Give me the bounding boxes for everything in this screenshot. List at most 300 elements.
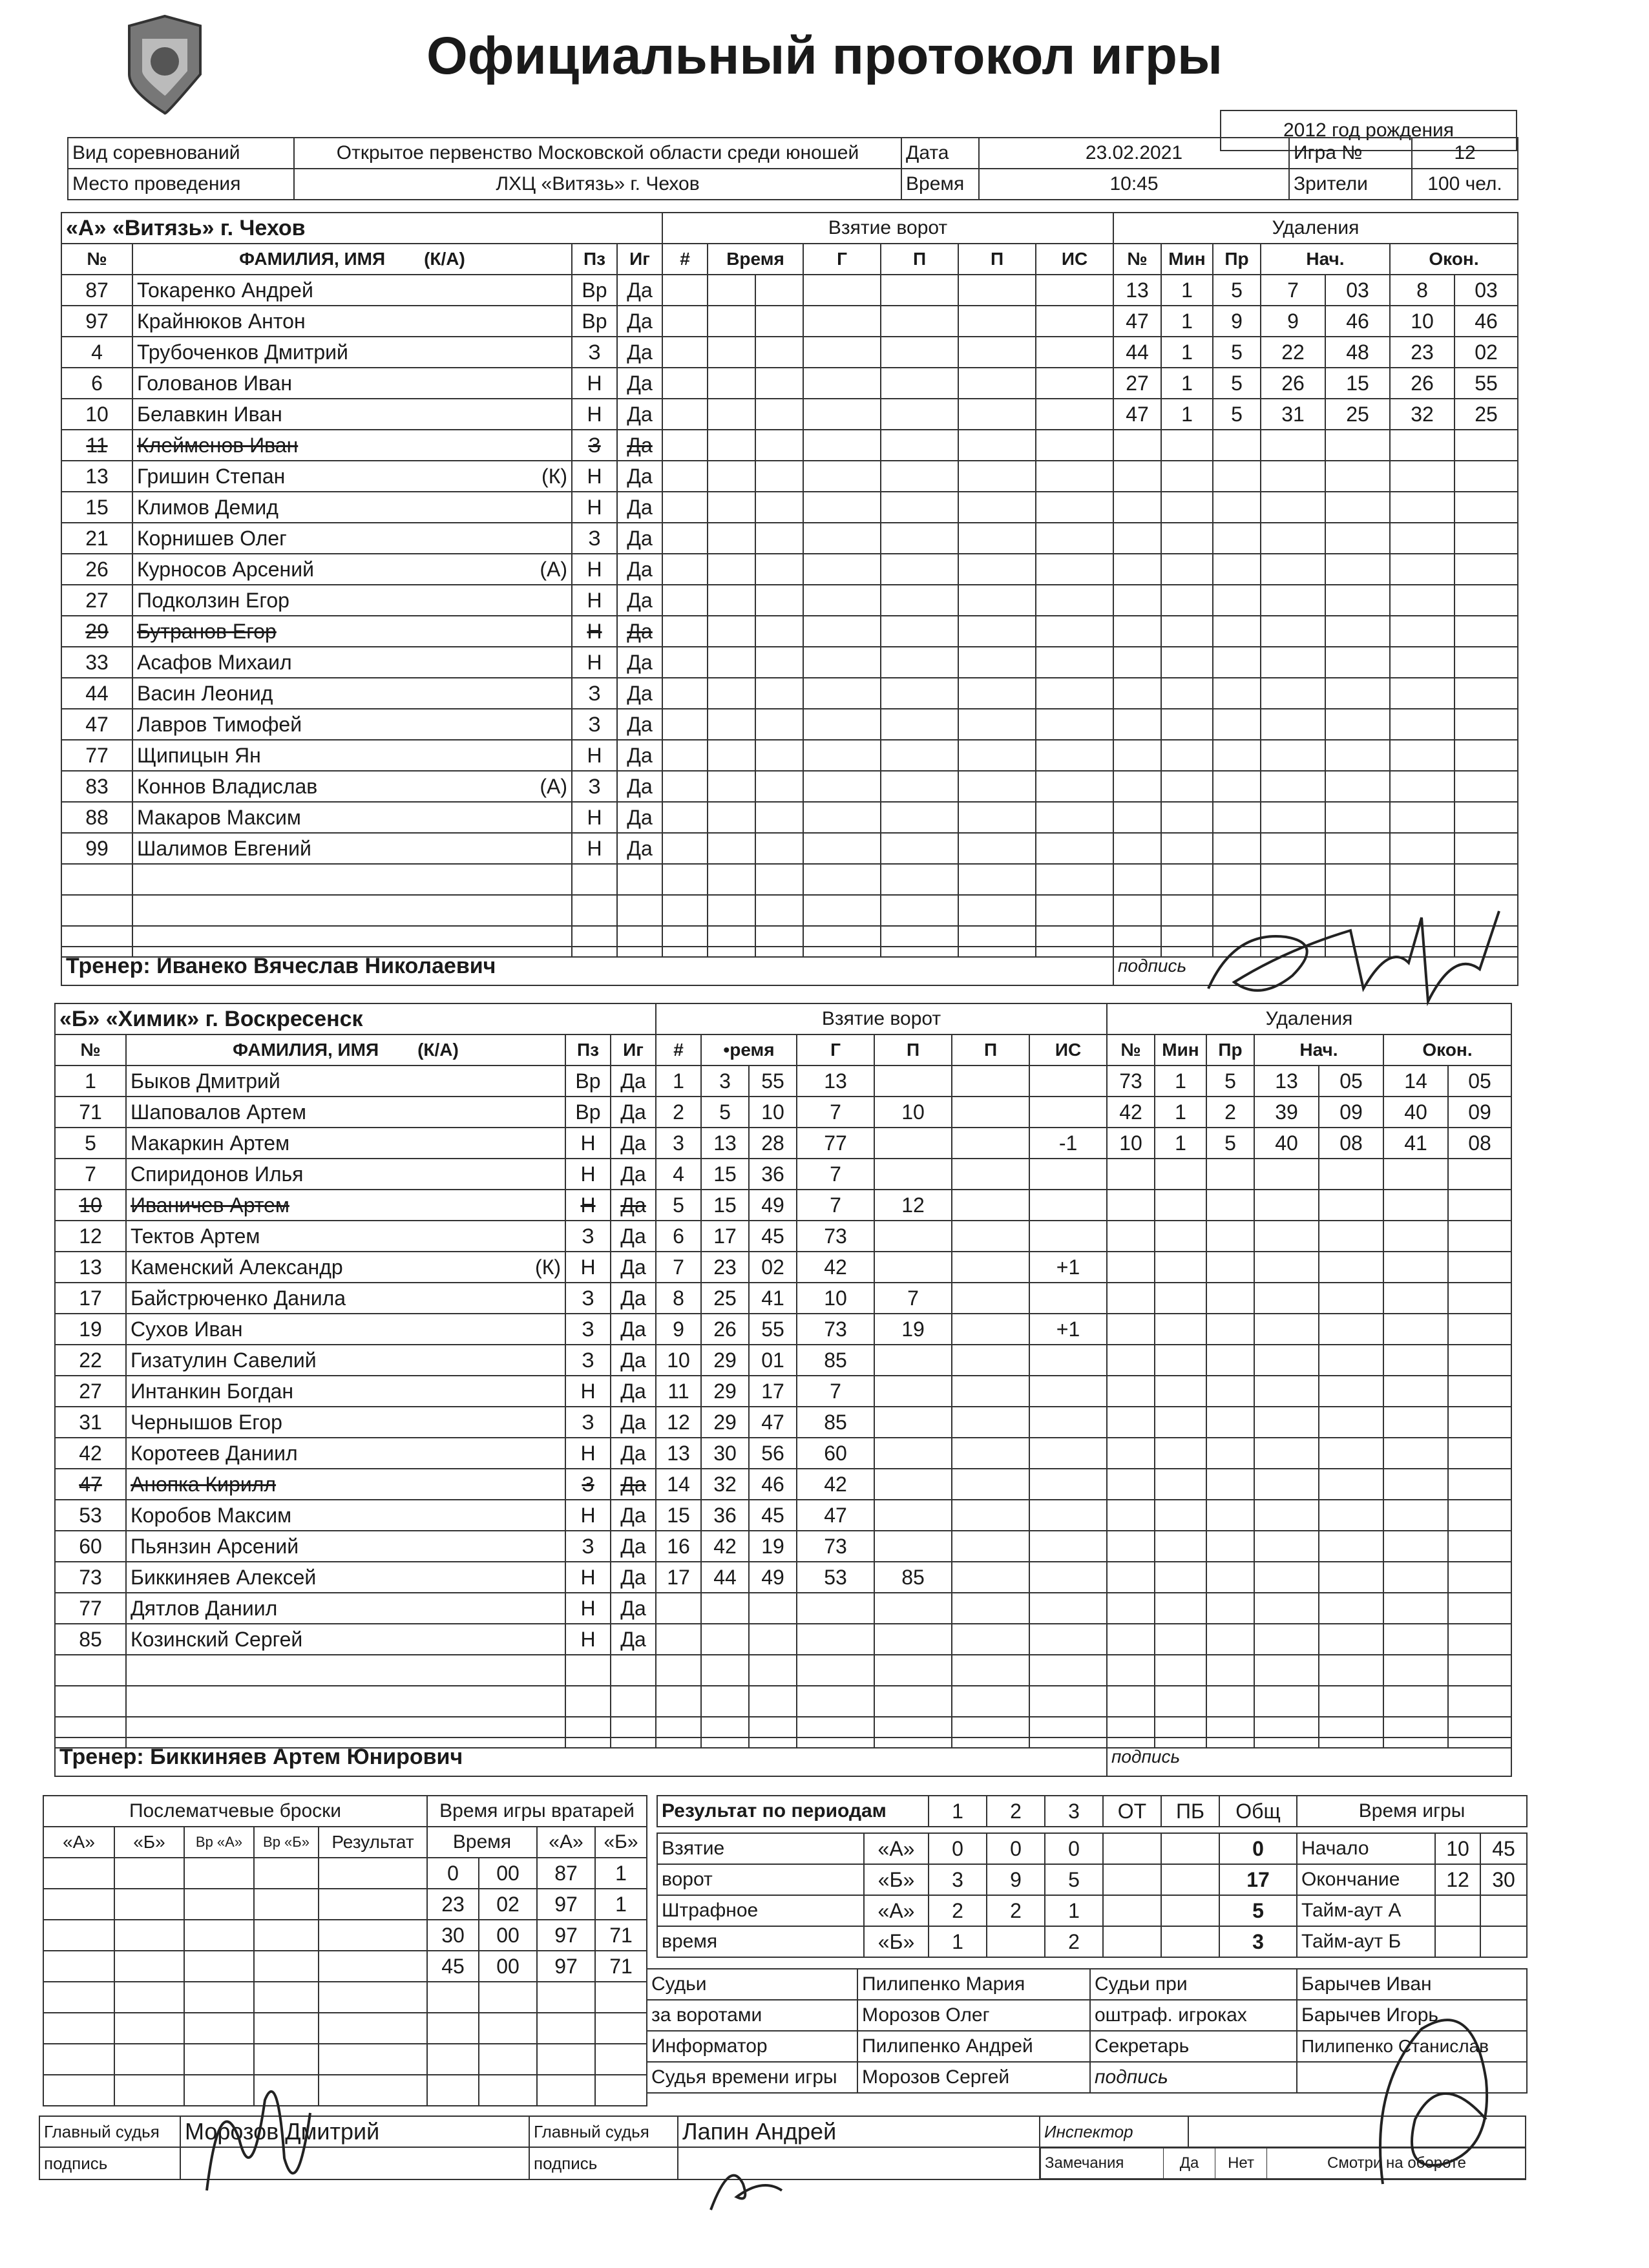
penalty-minutes bbox=[1155, 1469, 1206, 1500]
player-name: Гришин Степан bbox=[137, 464, 286, 488]
player-name: Коннов Владислав bbox=[137, 774, 318, 798]
player-playing: Да bbox=[617, 802, 662, 833]
goalie-a: 97 bbox=[537, 1920, 595, 1951]
player-number: 85 bbox=[55, 1624, 126, 1655]
player-playing: Да bbox=[617, 492, 662, 523]
penalty-minutes bbox=[1155, 1407, 1206, 1438]
goals-b-p3: 5 bbox=[1045, 1864, 1103, 1895]
goal-row bbox=[662, 895, 1113, 926]
player-row bbox=[61, 740, 662, 771]
goal-assist-1 bbox=[881, 864, 958, 895]
penalty-end-sec: 02 bbox=[1455, 337, 1518, 368]
goal-minute: 44 bbox=[701, 1562, 749, 1593]
player-position: Н bbox=[572, 616, 617, 647]
goal-assist-2 bbox=[952, 1345, 1029, 1376]
goal-number bbox=[662, 554, 708, 585]
goal-scorer: 85 bbox=[797, 1345, 874, 1376]
penalty-start-min bbox=[1254, 1500, 1319, 1531]
goalie-time-sec bbox=[479, 2044, 537, 2075]
goal-assist-1 bbox=[874, 1376, 952, 1407]
player-playing: Да bbox=[611, 1469, 656, 1500]
player-name-cell bbox=[126, 1159, 565, 1190]
goal-number: 11 bbox=[656, 1376, 701, 1407]
venue: ЛХЦ «Витязь» г. Чехов bbox=[294, 169, 901, 200]
goal-minute bbox=[708, 740, 755, 771]
player-number: 71 bbox=[55, 1097, 126, 1128]
penalty-end-sec bbox=[1448, 1593, 1511, 1624]
col-goal-p2: П bbox=[952, 1034, 1029, 1066]
player-name: Клейменов Иван bbox=[137, 433, 299, 457]
pim-a-p1: 2 bbox=[929, 1895, 987, 1926]
goal-scorer bbox=[803, 275, 881, 306]
goal-strength bbox=[1036, 895, 1113, 926]
penalty-player bbox=[1113, 709, 1161, 740]
penalty-minutes bbox=[1155, 1221, 1206, 1252]
player-number: 12 bbox=[55, 1221, 126, 1252]
player-row bbox=[55, 1469, 656, 1500]
penalty-reason: 2 bbox=[1206, 1097, 1254, 1128]
penalty-row bbox=[1113, 616, 1518, 647]
goalie-time-sec bbox=[479, 2075, 537, 2106]
goal-strength bbox=[1036, 275, 1113, 306]
game-end-min: 12 bbox=[1435, 1864, 1480, 1895]
goal-strength bbox=[1029, 1593, 1107, 1624]
penalty-minutes bbox=[1155, 1655, 1206, 1686]
player-position: З bbox=[572, 523, 617, 554]
penalty-end-min bbox=[1390, 802, 1455, 833]
col-goal-hash: # bbox=[662, 244, 708, 275]
goal-assist-2 bbox=[952, 1190, 1029, 1221]
player-row bbox=[55, 1407, 656, 1438]
penalty-start-sec bbox=[1325, 554, 1390, 585]
player-name: Крайнюков Антон bbox=[137, 309, 306, 333]
penalty-reason: 5 bbox=[1213, 399, 1261, 430]
penalty-end-min bbox=[1390, 740, 1455, 771]
penalty-start-sec bbox=[1319, 1624, 1383, 1655]
goals-b-total: 17 bbox=[1219, 1864, 1297, 1895]
shootout-cell bbox=[43, 1982, 114, 2013]
penalty-reason bbox=[1213, 647, 1261, 678]
player-position: Н bbox=[572, 802, 617, 833]
shootout-col-4: Результат bbox=[319, 1827, 427, 1858]
player-name: Сухов Иван bbox=[131, 1317, 243, 1341]
team-b-coach-row bbox=[54, 1737, 1512, 1777]
penalty-player bbox=[1107, 1314, 1155, 1345]
penalty-end-min bbox=[1383, 1438, 1448, 1469]
col-pz: Пз bbox=[565, 1034, 611, 1066]
goal-assist-1 bbox=[881, 771, 958, 802]
player-playing: Да bbox=[611, 1562, 656, 1593]
player-name: Коробов Максим bbox=[131, 1503, 292, 1527]
penalty-player bbox=[1113, 585, 1161, 616]
penalty-end-min bbox=[1390, 430, 1455, 461]
goal-scorer bbox=[803, 647, 881, 678]
goal-number bbox=[662, 275, 708, 306]
goal-number bbox=[662, 461, 708, 492]
pim-a-total: 5 bbox=[1219, 1895, 1297, 1926]
goal-assist-2 bbox=[952, 1066, 1029, 1097]
player-playing: Да bbox=[611, 1097, 656, 1128]
penalty-end-sec bbox=[1455, 740, 1518, 771]
penalty-start-min bbox=[1261, 802, 1325, 833]
player-name-cell bbox=[126, 1686, 565, 1717]
goal-number: 14 bbox=[656, 1469, 701, 1500]
penalty-player bbox=[1107, 1469, 1155, 1500]
col-ka: (К/А) bbox=[424, 249, 465, 269]
goal-scorer: 42 bbox=[797, 1469, 874, 1500]
penalty-start-sec bbox=[1319, 1500, 1383, 1531]
penalty-minutes bbox=[1155, 1283, 1206, 1314]
goal-scorer: 7 bbox=[797, 1097, 874, 1128]
goalie-time-min: 23 bbox=[427, 1889, 479, 1920]
goal-assist-2 bbox=[958, 337, 1036, 368]
player-name: Трубоченков Дмитрий bbox=[137, 340, 348, 364]
penalty-start-min bbox=[1254, 1221, 1319, 1252]
goal-scorer bbox=[803, 306, 881, 337]
player-playing: Да bbox=[617, 430, 662, 461]
penalty-minutes bbox=[1155, 1159, 1206, 1190]
goal-assist-2 bbox=[952, 1159, 1029, 1190]
goal-number bbox=[662, 771, 708, 802]
goal-strength bbox=[1029, 1376, 1107, 1407]
game-end-label: Окончание bbox=[1297, 1864, 1435, 1895]
penalty-end-min bbox=[1383, 1345, 1448, 1376]
goal-number bbox=[662, 399, 708, 430]
goal-assist-1 bbox=[874, 1655, 952, 1686]
penalty-start-sec bbox=[1325, 802, 1390, 833]
penalty-end-sec bbox=[1455, 771, 1518, 802]
chief-2-signature-scribble bbox=[698, 2152, 795, 2216]
penalty-end-min bbox=[1390, 523, 1455, 554]
penalty-start-sec bbox=[1325, 492, 1390, 523]
goal-scorer: 47 bbox=[797, 1500, 874, 1531]
goal-judges-label-2: за воротами bbox=[647, 2000, 857, 2031]
penalty-end-min: 32 bbox=[1390, 399, 1455, 430]
player-position: З bbox=[565, 1314, 611, 1345]
penalty-end-min bbox=[1383, 1159, 1448, 1190]
goal-scorer bbox=[803, 740, 881, 771]
penalty-player bbox=[1107, 1345, 1155, 1376]
player-position: З bbox=[572, 709, 617, 740]
player-name-cell bbox=[126, 1562, 565, 1593]
team-b-pen-title: Удаления bbox=[1107, 1003, 1511, 1034]
player-name-cell bbox=[132, 585, 572, 616]
goal-assist-2 bbox=[952, 1686, 1029, 1717]
player-playing: Да bbox=[611, 1066, 656, 1097]
player-row bbox=[61, 523, 662, 554]
goal-row bbox=[662, 523, 1113, 554]
player-name-cell bbox=[126, 1314, 565, 1345]
penalty-player bbox=[1107, 1500, 1155, 1531]
team-a-goals-title: Взятие ворот bbox=[662, 213, 1113, 244]
remarks-no: Нет bbox=[1215, 2148, 1267, 2179]
player-playing bbox=[611, 1655, 656, 1686]
shootout-cell bbox=[319, 2044, 427, 2075]
penalty-start-min bbox=[1254, 1252, 1319, 1283]
goal-strength bbox=[1029, 1686, 1107, 1717]
col-no: № bbox=[61, 244, 132, 275]
player-name-cell bbox=[126, 1624, 565, 1655]
goal-row bbox=[662, 802, 1113, 833]
goals-a-p2: 0 bbox=[987, 1833, 1045, 1864]
game-no-label: Игра № bbox=[1289, 138, 1412, 169]
player-playing bbox=[617, 864, 662, 895]
player-number: 5 bbox=[55, 1128, 126, 1159]
penalty-end-sec bbox=[1448, 1500, 1511, 1531]
goal-scorer bbox=[803, 554, 881, 585]
goal-minute: 29 bbox=[701, 1407, 749, 1438]
team-a-coach: Тренер: Иванеко Вячеслав Николаевич bbox=[61, 947, 1113, 985]
goal-assist-2 bbox=[952, 1500, 1029, 1531]
goalie-time-min bbox=[427, 2075, 479, 2106]
penalty-end-sec bbox=[1455, 833, 1518, 864]
penalty-minutes bbox=[1161, 616, 1213, 647]
penalty-start-sec bbox=[1319, 1252, 1383, 1283]
goal-assist-2 bbox=[952, 1252, 1029, 1283]
goal-judge-2: Морозов Олег bbox=[857, 2000, 1090, 2031]
goal-strength bbox=[1029, 1655, 1107, 1686]
penalty-end-min bbox=[1383, 1314, 1448, 1345]
officials-signature-label: подпись bbox=[1090, 2062, 1297, 2093]
penalty-start-min bbox=[1254, 1345, 1319, 1376]
remarks-yes: Да bbox=[1164, 2148, 1215, 2179]
penalty-reason bbox=[1206, 1407, 1254, 1438]
penalty-player bbox=[1107, 1159, 1155, 1190]
player-number: 83 bbox=[61, 771, 132, 802]
goal-scorer bbox=[803, 616, 881, 647]
goal-scorer bbox=[803, 771, 881, 802]
team-a-pen-title: Удаления bbox=[1113, 213, 1518, 244]
penalty-end-sec bbox=[1455, 802, 1518, 833]
player-name-cell bbox=[126, 1438, 565, 1469]
player-number: 31 bbox=[55, 1407, 126, 1438]
goal-row bbox=[662, 678, 1113, 709]
player-position: З bbox=[565, 1345, 611, 1376]
col-pen-no: № bbox=[1107, 1034, 1155, 1066]
goal-row bbox=[662, 864, 1113, 895]
penalty-reason bbox=[1206, 1655, 1254, 1686]
penalty-reason bbox=[1213, 864, 1261, 895]
goal-row bbox=[656, 1686, 1107, 1717]
penalty-minutes bbox=[1161, 833, 1213, 864]
goalie-time-min: 30 bbox=[427, 1920, 479, 1951]
player-number: 10 bbox=[61, 399, 132, 430]
player-playing: Да bbox=[611, 1345, 656, 1376]
player-playing: Да bbox=[617, 275, 662, 306]
player-name-cell bbox=[126, 1376, 565, 1407]
penalty-start-min bbox=[1254, 1686, 1319, 1717]
penalty-row bbox=[1107, 1283, 1511, 1314]
penalty-row bbox=[1107, 1500, 1511, 1531]
goal-scorer bbox=[803, 864, 881, 895]
penalty-end-min bbox=[1390, 461, 1455, 492]
penalty-minutes: 1 bbox=[1161, 306, 1213, 337]
goal-second bbox=[749, 1655, 797, 1686]
penalty-reason bbox=[1213, 616, 1261, 647]
player-name-cell bbox=[132, 740, 572, 771]
player-name: Дятлов Даниил bbox=[131, 1596, 278, 1620]
team-b-roster bbox=[54, 1003, 656, 1748]
penalty-row bbox=[1107, 1128, 1511, 1159]
col-pen-start: Нач. bbox=[1254, 1034, 1383, 1066]
player-name: Макаркин Артем bbox=[131, 1131, 290, 1155]
goal-row bbox=[662, 740, 1113, 771]
penalty-start-sec bbox=[1325, 647, 1390, 678]
secretary: Пилипенко Станислав bbox=[1297, 2031, 1527, 2062]
penalty-end-min bbox=[1383, 1190, 1448, 1221]
penalty-start-sec: 46 bbox=[1325, 306, 1390, 337]
goal-minute bbox=[708, 895, 755, 926]
penalty-end-sec bbox=[1455, 554, 1518, 585]
player-position: Н bbox=[572, 740, 617, 771]
col-pen-pr: Пр bbox=[1213, 244, 1261, 275]
penalty-end-min bbox=[1390, 709, 1455, 740]
game-start-min: 10 bbox=[1435, 1833, 1480, 1864]
goal-row bbox=[656, 1221, 1107, 1252]
goal-assist-2 bbox=[958, 430, 1036, 461]
goal-number bbox=[662, 895, 708, 926]
goal-number bbox=[662, 678, 708, 709]
goal-second: 28 bbox=[749, 1128, 797, 1159]
goal-second: 10 bbox=[749, 1097, 797, 1128]
player-row bbox=[55, 1066, 656, 1097]
goal-minute: 26 bbox=[701, 1314, 749, 1345]
col-goal-hash: # bbox=[656, 1034, 701, 1066]
goal-strength bbox=[1036, 585, 1113, 616]
player-number: 6 bbox=[61, 368, 132, 399]
goal-assist-2 bbox=[958, 399, 1036, 430]
goal-second bbox=[755, 802, 803, 833]
period-1-header: 1 bbox=[929, 1796, 987, 1827]
player-name: Быков Дмитрий bbox=[131, 1069, 280, 1093]
penalty-reason bbox=[1213, 709, 1261, 740]
penalty-end-min bbox=[1383, 1500, 1448, 1531]
goal-assist-1 bbox=[881, 368, 958, 399]
penalty-end-min bbox=[1390, 678, 1455, 709]
goal-second bbox=[755, 275, 803, 306]
goalie-time-sec: 00 bbox=[479, 1920, 537, 1951]
goal-row bbox=[662, 430, 1113, 461]
goal-row bbox=[662, 709, 1113, 740]
penalty-end-min bbox=[1390, 864, 1455, 895]
penalty-reason bbox=[1206, 1221, 1254, 1252]
team-a-roster bbox=[61, 212, 663, 958]
shootout-cell bbox=[114, 1920, 184, 1951]
goal-number: 4 bbox=[656, 1159, 701, 1190]
penalty-player bbox=[1107, 1407, 1155, 1438]
chief-1-signature-scribble bbox=[181, 2061, 323, 2210]
penalty-player bbox=[1113, 523, 1161, 554]
goal-number: 3 bbox=[656, 1128, 701, 1159]
goal-scorer: 7 bbox=[797, 1159, 874, 1190]
player-playing: Да bbox=[611, 1407, 656, 1438]
penalty-reason bbox=[1213, 802, 1261, 833]
goalie-b bbox=[595, 2044, 647, 2075]
goalie-time-sec bbox=[479, 1982, 537, 2013]
goal-assist-2 bbox=[958, 709, 1036, 740]
goal-number bbox=[662, 306, 708, 337]
player-playing: Да bbox=[617, 368, 662, 399]
chief-2-label: Главный судья bbox=[529, 2116, 678, 2147]
goals-label-2: ворот bbox=[657, 1864, 864, 1895]
goal-scorer: 7 bbox=[797, 1376, 874, 1407]
goal-assist-2 bbox=[958, 306, 1036, 337]
goal-strength bbox=[1029, 1221, 1107, 1252]
penalty-end-min bbox=[1390, 492, 1455, 523]
time-value: 10:45 bbox=[979, 169, 1289, 200]
player-position: Н bbox=[572, 833, 617, 864]
goal-number: 1 bbox=[656, 1066, 701, 1097]
goal-assist-1 bbox=[881, 616, 958, 647]
player-name: Корнишев Олег bbox=[137, 526, 287, 550]
goal-scorer bbox=[803, 399, 881, 430]
goal-second: 41 bbox=[749, 1283, 797, 1314]
penalty-minutes: 1 bbox=[1155, 1128, 1206, 1159]
penalty-minutes bbox=[1155, 1500, 1206, 1531]
penalty-row bbox=[1107, 1686, 1511, 1717]
goal-second: 56 bbox=[749, 1438, 797, 1469]
penalty-start-sec bbox=[1325, 616, 1390, 647]
player-name: Бутранов Егор bbox=[137, 619, 277, 643]
goalie-a: 87 bbox=[537, 1858, 595, 1889]
player-name-cell bbox=[132, 399, 572, 430]
goal-number bbox=[662, 616, 708, 647]
goalie-a bbox=[537, 1982, 595, 2013]
penalty-end-sec bbox=[1448, 1221, 1511, 1252]
penalty-player: 13 bbox=[1113, 275, 1161, 306]
goal-scorer bbox=[803, 833, 881, 864]
goal-row bbox=[656, 1438, 1107, 1469]
player-playing: Да bbox=[617, 554, 662, 585]
player-position: Вр bbox=[565, 1097, 611, 1128]
penalty-row bbox=[1107, 1531, 1511, 1562]
penalty-row bbox=[1107, 1345, 1511, 1376]
goal-second bbox=[755, 554, 803, 585]
shootout-cell bbox=[319, 2075, 427, 2106]
goal-second bbox=[755, 647, 803, 678]
penalty-start-sec: 48 bbox=[1325, 337, 1390, 368]
goal-second bbox=[749, 1593, 797, 1624]
penalty-end-sec: 03 bbox=[1455, 275, 1518, 306]
penalty-start-min: 22 bbox=[1261, 337, 1325, 368]
penalty-row bbox=[1107, 1221, 1511, 1252]
goal-scorer bbox=[803, 802, 881, 833]
col-goal-time: Время bbox=[708, 244, 803, 275]
goal-assist-2 bbox=[958, 740, 1036, 771]
player-number bbox=[55, 1655, 126, 1686]
penalty-minutes bbox=[1161, 771, 1213, 802]
goal-scorer bbox=[803, 585, 881, 616]
goal-assist-1 bbox=[881, 399, 958, 430]
goal-assist-1: 7 bbox=[874, 1283, 952, 1314]
timekeeper: Морозов Сергей bbox=[857, 2062, 1090, 2093]
penalty-end-min: 26 bbox=[1390, 368, 1455, 399]
goalie-col-b: «Б» bbox=[595, 1827, 647, 1858]
goalie-a: 97 bbox=[537, 1889, 595, 1920]
penalty-row bbox=[1107, 1562, 1511, 1593]
penalty-end-sec bbox=[1448, 1624, 1511, 1655]
goal-row bbox=[656, 1066, 1107, 1097]
penalty-end-sec bbox=[1448, 1159, 1511, 1190]
penalty-minutes bbox=[1155, 1438, 1206, 1469]
goalie-a bbox=[537, 2075, 595, 2106]
game-time-table bbox=[1296, 1795, 1528, 1958]
goal-assist-1 bbox=[881, 275, 958, 306]
goal-minute bbox=[708, 275, 755, 306]
inspector-label: Инспектор bbox=[1040, 2116, 1188, 2147]
goal-number bbox=[662, 523, 708, 554]
penalty-start-sec bbox=[1319, 1283, 1383, 1314]
